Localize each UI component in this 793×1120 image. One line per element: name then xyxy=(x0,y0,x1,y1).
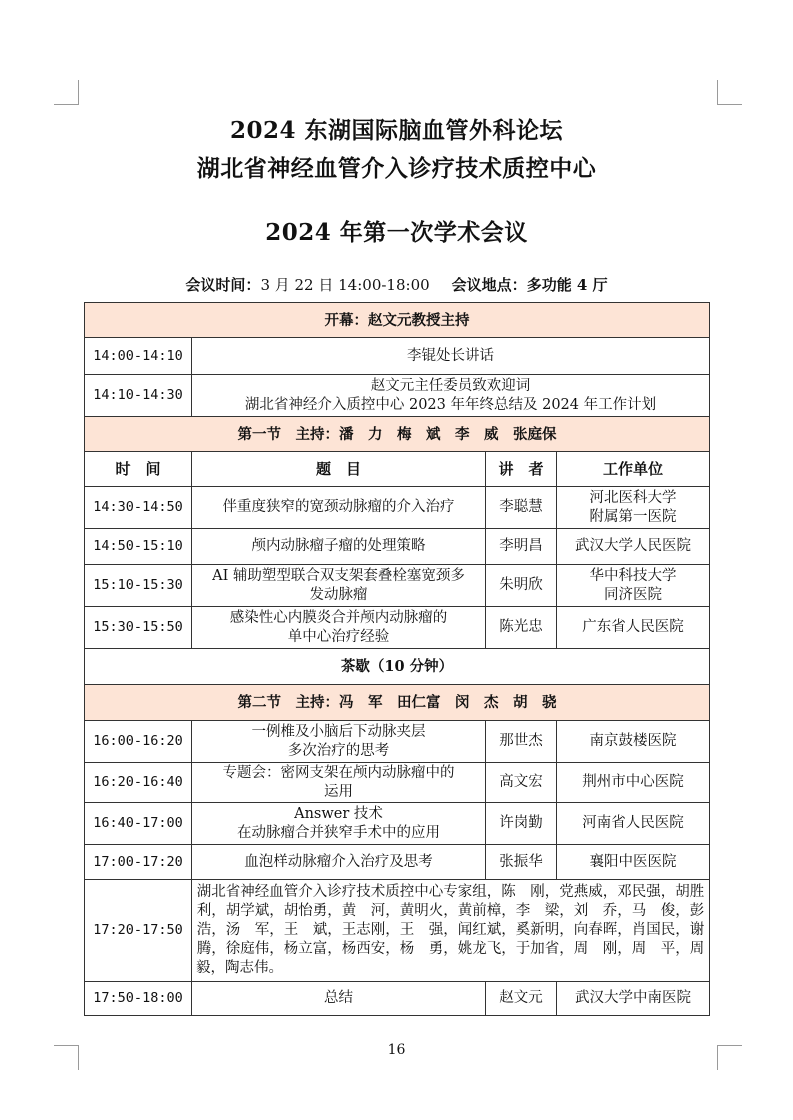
column-header-time: 时 间 xyxy=(85,452,192,487)
row-topic-line: 发动脉瘤 xyxy=(309,586,368,603)
closing-unit: 武汉大学中南医院 xyxy=(557,982,710,1016)
row-speaker: 高文宏 xyxy=(486,763,557,803)
opening-row-time: 14:10-14:30 xyxy=(85,375,192,417)
column-header-unit: 工作单位 xyxy=(557,452,710,487)
page-number: 16 xyxy=(387,1042,406,1058)
row-speaker: 陈光忠 xyxy=(486,607,557,649)
table-row xyxy=(85,982,710,1016)
table-row xyxy=(85,529,710,565)
opening-row-time: 14:00-14:10 xyxy=(85,338,192,375)
table-row xyxy=(85,803,710,845)
section-1-header: 第一节 主持：潘 力 梅 斌 李 威 张庭保 xyxy=(85,417,710,452)
row-topic-line: 伴重度狭窄的宽颈动脉瘤的介入治疗 xyxy=(222,499,455,515)
closing-topic: 总结 xyxy=(192,982,486,1016)
document-subtitle: 2024 年第一次学术会议 xyxy=(265,219,528,246)
row-topic-line: 多次治疗的思考 xyxy=(287,742,390,759)
row-topic xyxy=(192,565,486,607)
row-unit xyxy=(557,721,710,763)
row-topic-line: 专题会：密网支架在颅内动脉瘤中的 xyxy=(222,764,455,781)
row-unit xyxy=(557,763,710,803)
document-title-line-1: 2024 东湖国际脑血管外科论坛 xyxy=(229,117,564,144)
table-row xyxy=(85,845,710,880)
section-2-header: 第二节 主持：冯 军 田仁富 闵 杰 胡 骁 xyxy=(85,685,710,721)
row-unit-line: 河北医科大学 xyxy=(589,489,677,506)
table-row xyxy=(85,607,710,649)
row-unit xyxy=(557,487,710,529)
column-header-speaker: 讲 者 xyxy=(486,452,557,487)
row-speaker: 朱明欣 xyxy=(486,565,557,607)
row-unit xyxy=(557,803,710,845)
time-label: 会议时间： xyxy=(185,276,261,294)
opening-row-line: 李锟处长讲话 xyxy=(407,347,494,364)
row-topic-line: 感染性心内膜炎合并颅内动脉瘤的 xyxy=(229,609,448,626)
table-row xyxy=(85,880,710,982)
row-topic xyxy=(192,529,486,565)
crop-mark-top-left xyxy=(54,80,79,105)
experts-list: 湖北省神经血管介入诊疗技术质控中心专家组，陈 刚，党燕威，邓民强，胡胜利，胡学斌，胡怡勇，黄 河，黄明火，黄前樟，李 梁，刘 乔，马 俊，彭 浩，汤 军，王 斌，王志刚，王 强，闻红斌，奚新明，向春晖，肖国民，谢 腾，徐庭伟，杨立富，杨西安，杨 勇，姚龙飞，于加省，周 刚，周 平，周 毅，陶志伟。 xyxy=(192,880,710,982)
row-topic-line: 运用 xyxy=(324,783,353,800)
row-topic-line: AI 辅助塑型联合双支架套叠栓塞宽颈多 xyxy=(212,567,465,584)
row-unit-line: 武汉大学人民医院 xyxy=(575,538,691,554)
opening-row-topic xyxy=(192,375,710,417)
row-unit-line: 荆州市中心医院 xyxy=(582,774,684,790)
row-topic-line: 单中心治疗经验 xyxy=(287,628,390,645)
row-unit-line: 附属第一医院 xyxy=(589,508,677,525)
row-speaker: 许岗勤 xyxy=(486,803,557,845)
row-unit-line: 南京鼓楼医院 xyxy=(589,733,677,749)
location-value: 多功能 4 厅 xyxy=(526,276,608,294)
row-topic-line: 在动脉瘤合并狭窄手术中的应用 xyxy=(237,824,440,841)
row-unit-line: 襄阳中医医院 xyxy=(589,853,677,870)
row-topic xyxy=(192,607,486,649)
row-speaker: 李明昌 xyxy=(486,529,557,565)
location-label: 会议地点： xyxy=(451,276,527,294)
column-header-topic: 题 目 xyxy=(192,452,486,487)
row-speaker: 那世杰 xyxy=(486,721,557,763)
row-unit-line: 广东省人民医院 xyxy=(582,619,684,635)
table-row xyxy=(85,487,710,529)
row-topic xyxy=(192,721,486,763)
closing-speaker: 赵文元 xyxy=(486,982,557,1016)
table-row xyxy=(85,763,710,803)
row-unit-line: 华中科技大学 xyxy=(589,567,677,584)
time-value: 3 月 22 日 14:00-18:00 xyxy=(260,276,430,294)
row-topic-line: 颅内动脉瘤子瘤的处理策略 xyxy=(251,538,426,554)
opening-row-line: 赵文元主任委员致欢迎词 xyxy=(370,377,531,394)
opening-row-topic xyxy=(192,338,710,375)
row-time: 15:10-15:30 xyxy=(85,565,192,607)
document-title-line-2: 湖北省神经血管介入诊疗技术质控中心 xyxy=(196,155,597,182)
row-time: 14:30-14:50 xyxy=(85,487,192,529)
row-topic-line: 血泡样动脉瘤介入治疗及思考 xyxy=(244,853,433,870)
row-unit xyxy=(557,607,710,649)
row-unit xyxy=(557,845,710,880)
row-topic-line: Answer 技术 xyxy=(294,805,383,822)
row-time: 17:00-17:20 xyxy=(85,845,192,880)
table-row xyxy=(85,565,710,607)
closing-time: 17:50-18:00 xyxy=(85,982,192,1016)
row-speaker: 张振华 xyxy=(486,845,557,880)
tea-break: 茶歇（10 分钟） xyxy=(85,649,710,685)
schedule-table xyxy=(84,302,719,1016)
row-unit xyxy=(557,529,710,565)
row-time: 15:30-15:50 xyxy=(85,607,192,649)
experts-time: 17:20-17:50 xyxy=(85,880,192,982)
table-row xyxy=(85,721,710,763)
meeting-info xyxy=(0,274,793,295)
row-time: 14:50-15:10 xyxy=(85,529,192,565)
row-topic xyxy=(192,803,486,845)
row-topic-line: 一例椎及小脑后下动脉夹层 xyxy=(251,723,426,740)
row-time: 16:00-16:20 xyxy=(85,721,192,763)
row-unit xyxy=(557,565,710,607)
row-unit-line: 同济医院 xyxy=(604,586,662,603)
row-speaker: 李聪慧 xyxy=(486,487,557,529)
opening-row-line: 湖北省神经介入质控中心 2023 年年终总结及 2024 年工作计划 xyxy=(244,396,657,413)
row-topic xyxy=(192,763,486,803)
row-topic xyxy=(192,487,486,529)
opening-header: 开幕：赵文元教授主持 xyxy=(85,303,710,338)
row-topic xyxy=(192,845,486,880)
row-time: 16:20-16:40 xyxy=(85,763,192,803)
crop-mark-top-right xyxy=(717,80,742,105)
row-unit-line: 河南省人民医院 xyxy=(582,815,684,831)
row-time: 16:40-17:00 xyxy=(85,803,192,845)
